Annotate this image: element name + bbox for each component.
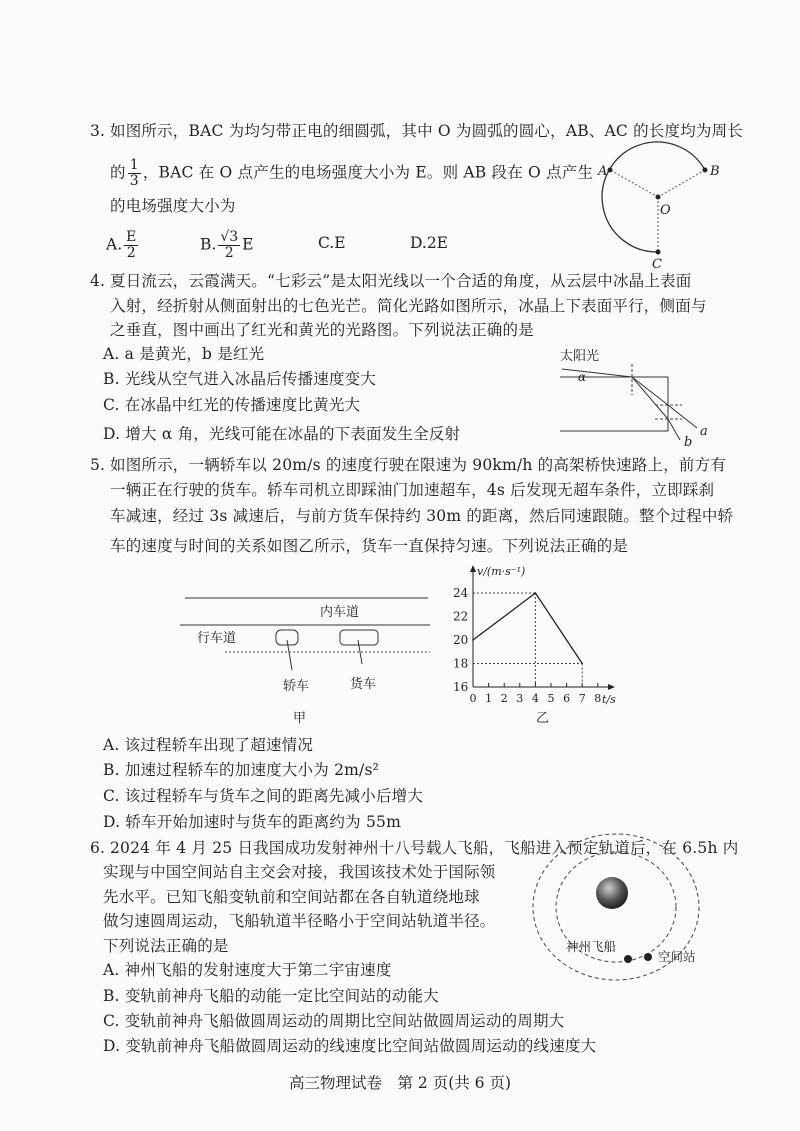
q3-line-3: 的电场强度大小为 xyxy=(110,197,236,215)
x-tick-label: 3 xyxy=(516,692,524,705)
q5-velocity-time-chart xyxy=(440,560,630,730)
option-text: 2E xyxy=(426,234,448,252)
spacecraft-label: 神州飞船 xyxy=(566,939,617,954)
q6-line-3: 先水平。已知飞船变轨前和空间站都在各自轨道绕地球 xyxy=(103,888,480,906)
point-c xyxy=(656,250,661,255)
q5-line-1 xyxy=(90,455,727,475)
fraction-denominator: 2 xyxy=(224,245,234,261)
y-tick-label: 18 xyxy=(453,656,469,671)
q3-number: 3. xyxy=(90,122,106,140)
ray-b-inside xyxy=(632,377,668,419)
q4-line-2: 入射，经折射从侧面射出的七色光芒。简化光路如图所示，冰晶上下表面平行，侧面与 xyxy=(110,297,707,315)
y-axis-label: v/(m·s⁻¹) xyxy=(477,565,526,578)
q6-option-a: A. 神州飞船的发射速度大于第二宇宙速度 xyxy=(103,961,392,979)
option-label: D. xyxy=(410,234,427,252)
q5-road-figure-jia xyxy=(170,585,440,730)
driving-lane-label: 行车道 xyxy=(197,631,237,646)
x-tick-label: 4 xyxy=(531,692,539,705)
y-tick-label: 16 xyxy=(453,680,469,694)
x-axis-label: t/s xyxy=(602,693,616,706)
label-c: C xyxy=(652,257,662,272)
figure-caption-jia: 甲 xyxy=(293,711,307,726)
q4-option-c: C. 在冰晶中红光的传播速度比黄光大 xyxy=(103,396,361,414)
ray-a-label: a xyxy=(700,424,708,439)
y-tick-label: 20 xyxy=(453,633,469,647)
label-a: A xyxy=(598,164,608,179)
q5-option-d: D. 轿车开始加速时与货车的距离约为 55m xyxy=(103,813,401,831)
q6-option-d: D. 变轨前神舟飞船做圆周运动的线速度比空间站做圆周运动的线速度大 xyxy=(103,1037,597,1055)
x-tick-label: 6 xyxy=(563,692,571,705)
alpha-label: α xyxy=(578,370,587,384)
q3-arc-figure xyxy=(590,120,730,272)
data-point xyxy=(472,639,474,641)
option-text: E xyxy=(334,234,346,252)
data-point xyxy=(581,663,583,665)
q6-line-4: 做匀速圆周运动，飞船轨道半径略小于空间站轨道半径。 xyxy=(103,912,496,930)
point-o xyxy=(656,195,661,200)
x-tick-label: 8 xyxy=(594,692,602,705)
q3-text: 的 xyxy=(110,163,126,182)
fraction xyxy=(124,230,138,261)
y-tick-label: 22 xyxy=(453,609,469,624)
page-footer: 高三物理试卷 第 2 页(共 6 页) xyxy=(288,1074,512,1092)
spacecraft-dot xyxy=(624,955,632,963)
q5-line-3: 车减速，经过 3s 减速后，与前方货车保持约 30m 的距离，然后同速跟随。整个过程中轿 xyxy=(110,507,734,525)
ray-a-exit xyxy=(668,405,697,428)
figure-caption-yi: 乙 xyxy=(536,711,550,726)
q4-text: 夏日流云，云霞满天。“七彩云”是太阳光线以一个合适的角度，从云层中冰晶上表面 xyxy=(110,272,692,290)
q5-text: 如图所示，一辆轿车以 20m/s 的速度行驶在限速为 90km/h 的高架桥快速路上，前方有 xyxy=(110,456,727,474)
q5-line-4: 车的速度与时间的关系如图乙所示，货车一直保持匀速。下列说法正确的是 xyxy=(110,537,629,555)
sunlight-label: 太阳光 xyxy=(560,349,600,364)
q6-line-5: 下列说法正确的是 xyxy=(103,937,229,955)
inner-lane-label: 内车道 xyxy=(320,605,360,620)
q4-option-d: D. 增大 α 角，光线可能在冰晶的下表面发生全反射 xyxy=(103,425,461,443)
x-tick-label: 1 xyxy=(485,692,493,705)
q6-orbit-figure xyxy=(525,825,725,985)
x-tick-label: 0 xyxy=(469,692,477,705)
label-o: O xyxy=(660,203,671,218)
q4-number: 4. xyxy=(90,272,106,290)
radius-oa xyxy=(610,170,658,197)
q3-option-b xyxy=(200,230,253,261)
fraction xyxy=(218,230,240,261)
option-text: E xyxy=(242,235,254,254)
q6-option-b: B. 变轨前神舟飞船的动能一定比空间站的动能大 xyxy=(103,987,439,1005)
ray-a-inside xyxy=(632,377,668,405)
fraction xyxy=(128,158,141,189)
earth-icon xyxy=(596,877,628,909)
x-tick-label: 2 xyxy=(500,692,508,705)
ray-b-label: b xyxy=(684,435,693,450)
fraction-numerator: E xyxy=(126,229,137,245)
ray-b-exit xyxy=(668,419,680,440)
q6-number: 6. xyxy=(90,839,106,857)
data-point xyxy=(535,592,537,594)
q4-line-3: 之垂直，图中画出了红光和黄光的光路图。下列说法正确的是 xyxy=(110,321,534,339)
option-label: C. xyxy=(318,234,335,252)
x-axis-arrow-icon xyxy=(608,684,615,690)
q6-option-c: C. 变轨前神舟飞船做圆周运动的周期比空间站做圆周运动的周期大 xyxy=(103,1012,565,1030)
q5-number: 5. xyxy=(90,456,106,474)
q5-option-a: A. 该过程轿车出现了超速情况 xyxy=(103,736,314,754)
q3-text: ，BAC 在 O 点产生的电场强度大小为 E。则 AB 段在 O 点产生 xyxy=(142,163,594,182)
car-label: 轿车 xyxy=(283,679,310,694)
option-label: B. xyxy=(200,235,217,254)
x-tick-label: 7 xyxy=(578,692,586,705)
incident-ray xyxy=(562,369,632,377)
option-label: A. xyxy=(106,235,123,254)
q3-option-c xyxy=(318,234,346,252)
label-b: B xyxy=(710,164,720,179)
truck-label: 货车 xyxy=(350,677,377,692)
x-tick-label: 5 xyxy=(547,692,555,705)
q3-option-a xyxy=(106,230,140,261)
q6-line-2: 实现与中国空间站自主交会对接，我国该技术处于国际领 xyxy=(103,863,496,881)
q5-option-b: B. 加速过程轿车的加速度大小为 2m/s² xyxy=(103,761,380,779)
fraction-denominator: 2 xyxy=(126,245,136,261)
y-tick-label: 24 xyxy=(453,586,469,600)
q5-line-2: 一辆正在行驶的货车。轿车司机立即踩油门加速超车，4s 后发现无超车条件，立即踩刹 xyxy=(110,481,715,499)
station-dot xyxy=(644,953,652,961)
q3-line-2 xyxy=(110,158,593,189)
q6-text: 2024 年 4 月 25 日我国成功发射神州十八号载人飞船，飞船进入预定轨道后，在 6.5h 内 xyxy=(110,839,739,857)
q4-ice-crystal-figure xyxy=(550,340,720,450)
q4-option-a: A. a 是黄光，b 是红光 xyxy=(103,345,265,363)
velocity-series-line xyxy=(473,593,582,664)
truck-icon xyxy=(340,630,378,645)
y-axis-arrow-icon xyxy=(470,565,476,572)
point-b xyxy=(703,168,708,173)
fraction-denominator: 3 xyxy=(129,173,139,189)
station-label: 空间站 xyxy=(658,949,696,964)
point-a xyxy=(608,168,613,173)
fraction-numerator: 1 xyxy=(129,157,139,173)
fraction-numerator: √3 xyxy=(220,229,239,245)
charged-arc xyxy=(602,142,705,252)
radius-ob xyxy=(658,170,705,197)
q3-option-d xyxy=(410,234,448,252)
q5-option-c: C. 该过程轿车与货车之间的距离先减小后增大 xyxy=(103,787,424,805)
q3-text: 如图所示，BAC 为均匀带正电的细圆弧，其中 O 为圆弧的圆心，AB、AC 的长度均为周长 xyxy=(110,122,743,140)
q4-option-b: B. 光线从空气进入冰晶后传播速度变大 xyxy=(103,370,377,388)
q4-line-1 xyxy=(90,271,692,291)
